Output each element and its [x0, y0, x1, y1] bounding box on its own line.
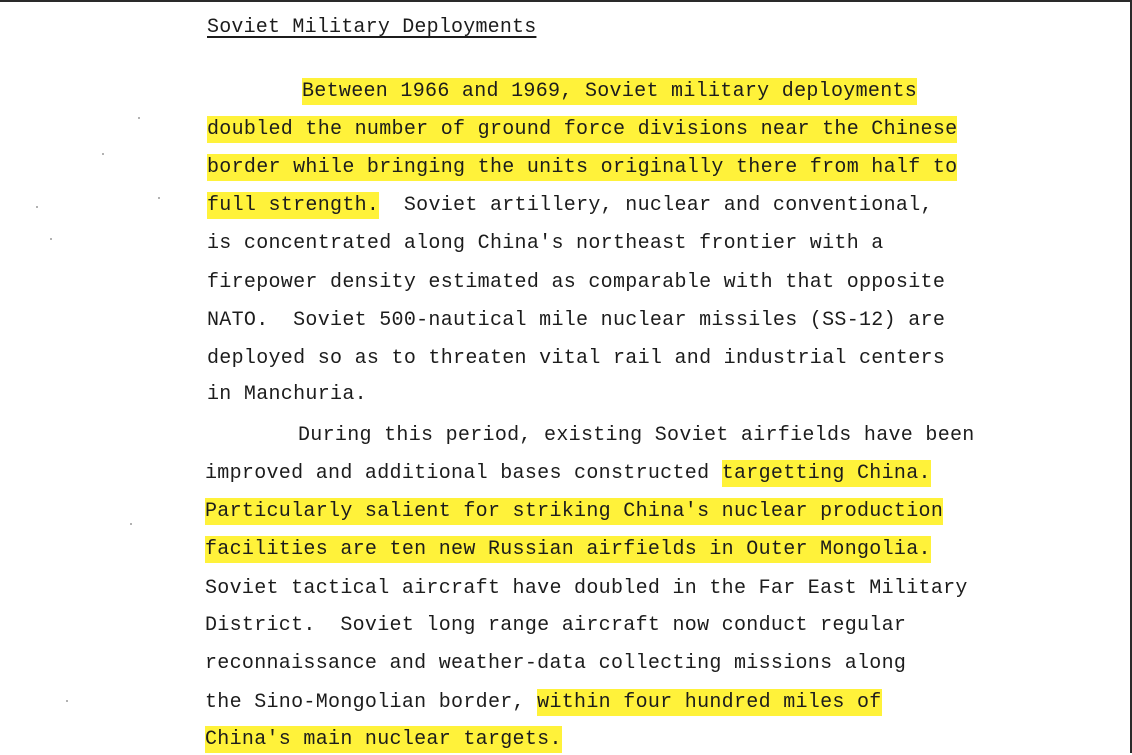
text-line — [205, 459, 931, 489]
text-line — [205, 725, 562, 755]
highlighted-text: doubled the number of ground force divisions near the Chinese — [207, 118, 958, 141]
scan-speck — [130, 523, 132, 525]
highlighted-text: border while bringing the units originally there from half to — [207, 156, 958, 179]
highlighted-text: facilities are ten new Russian airfields in Outer Mongolia. — [205, 538, 931, 561]
body-text: reconnaissance and weather-data collecting missions along — [205, 652, 907, 675]
body-text: the Sino-Mongolian border, — [205, 691, 538, 714]
text-line — [298, 421, 975, 451]
body-text: deployed so as to threaten vital rail and industrial centers — [207, 347, 946, 370]
text-line — [207, 306, 945, 336]
scan-speck — [158, 197, 160, 199]
body-text: is concentrated along China's northeast frontier with a — [207, 232, 884, 255]
body-text: Soviet tactical aircraft have doubled in the Far East Military — [205, 577, 968, 600]
body-text: During this period, existing Soviet airfields have been — [298, 424, 975, 447]
highlighted-text: Particularly salient for striking China's nuclear production — [205, 500, 944, 523]
text-line — [207, 380, 367, 410]
text-line — [205, 535, 931, 565]
highlighted-text: China's main nuclear targets. — [205, 728, 562, 751]
text-line — [207, 344, 945, 374]
text-line — [302, 77, 917, 107]
section-heading: Soviet Military Deployments — [207, 16, 537, 39]
text-line — [205, 497, 943, 527]
scan-speck — [50, 238, 52, 240]
body-text: District. Soviet long range aircraft now conduct regular — [205, 614, 907, 637]
scan-speck — [66, 700, 68, 702]
text-line — [207, 191, 933, 221]
body-text: firepower density estimated as comparable with that opposite — [207, 271, 946, 294]
text-line — [207, 268, 945, 298]
text-line — [207, 229, 884, 259]
page-frame-top — [0, 0, 1132, 2]
text-line — [205, 649, 906, 679]
text-line — [207, 115, 957, 145]
scan-speck — [36, 206, 38, 208]
text-line — [205, 611, 906, 641]
text-line — [205, 688, 882, 718]
body-text: improved and additional bases constructed — [205, 462, 722, 485]
body-text: NATO. Soviet 500-nautical mile nuclear missiles (SS-12) are — [207, 309, 946, 332]
highlighted-text: targetting China. — [721, 462, 931, 485]
highlighted-text: Between 1966 and 1969, Soviet military deployments — [302, 80, 918, 103]
highlighted-text: full strength. — [207, 194, 380, 217]
body-text: Soviet artillery, nuclear and conventional, — [379, 194, 933, 217]
scan-speck — [102, 153, 104, 155]
text-line — [205, 574, 968, 604]
body-text: in Manchuria. — [207, 383, 367, 406]
scan-speck — [138, 117, 140, 119]
text-line — [207, 153, 957, 183]
highlighted-text: within four hundred miles of — [537, 691, 882, 714]
